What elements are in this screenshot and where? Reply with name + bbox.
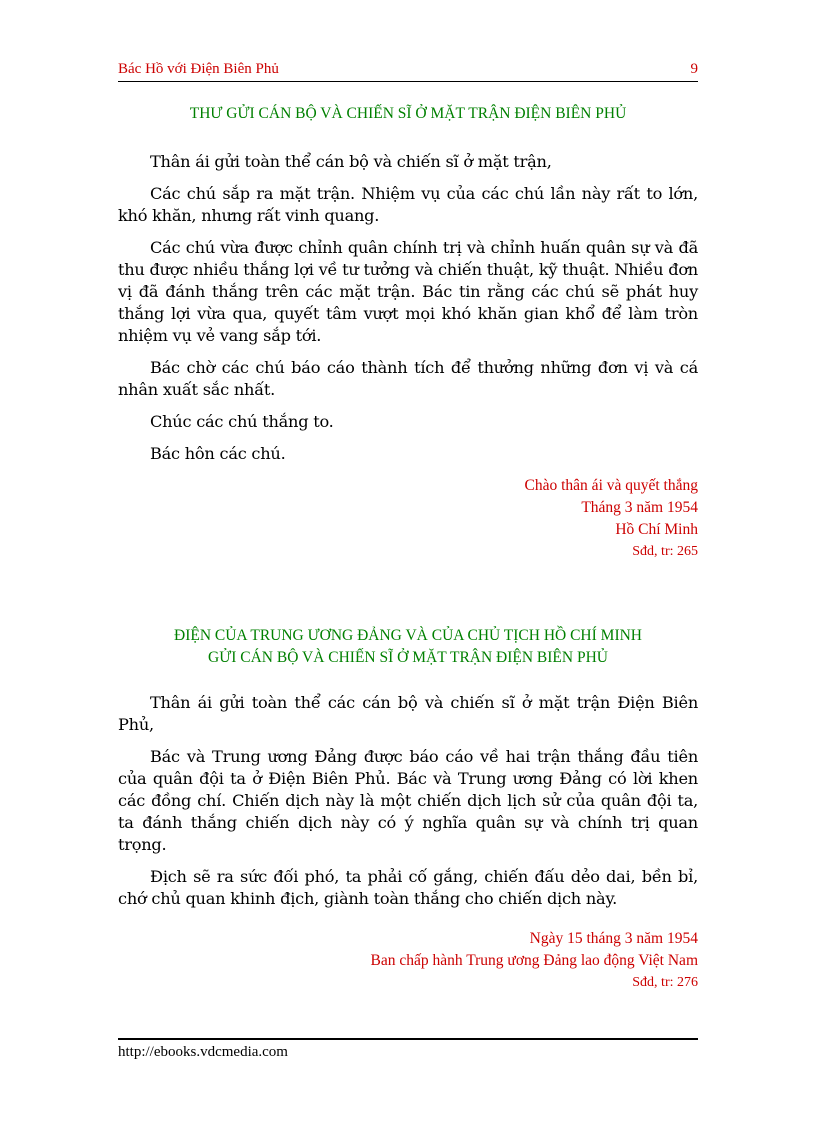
- book-title: Bác Hồ với Điện Biên Phủ: [118, 61, 279, 77]
- section2-title: [118, 625, 698, 669]
- section1-title: [118, 103, 698, 125]
- section1-paragraph: Bác hôn các chú.: [150, 444, 286, 463]
- section2-title-line2: GỬI CÁN BỘ VÀ CHIẾN SĨ Ở MẶT TRẬN ĐIỆN BIÊN PHỦ: [208, 649, 608, 666]
- section2-paragraph: Bác và Trung ương Đảng được báo cáo về hai trận thắng đầu tiên của quân đội ta ở Điện Biên Phủ. Bác và Trung ương Đảng có lời khen các đồng chí. Chiến dịch này là một chiến dịch lịch sử của quân đội ta, ta đánh thắng chiến dịch này có ý nghĩa quân sự và chính trị quan trọng.: [118, 747, 698, 854]
- footer-divider: [118, 1038, 698, 1040]
- section1-date: Tháng 3 năm 1954: [581, 499, 698, 516]
- section1-signature: [118, 475, 698, 563]
- section2-title-line1: ĐIỆN CỦA TRUNG ƯƠNG ĐẢNG VÀ CỦA CHỦ TỊCH HỒ CHÍ MINH: [174, 627, 642, 644]
- footer-link[interactable]: http://ebooks.vdcmedia.com: [118, 1044, 288, 1060]
- section2-paragraph: Địch sẽ ra sức đối phó, ta phải cố gắng, chiến đấu dẻo dai, bền bỉ, chớ chủ quan khinh địch, giành toàn thắng cho chiến dịch này.: [118, 867, 698, 908]
- section2-date: Ngày 15 tháng 3 năm 1954: [529, 930, 698, 947]
- section2-signature: [118, 928, 698, 994]
- section1-body: [118, 151, 698, 475]
- page-header: [118, 61, 698, 82]
- section1-title-text: THƯ GỬI CÁN BỘ VÀ CHIẾN SĨ Ở MẶT TRẬN ĐIỆN BIÊN PHỦ: [189, 105, 627, 122]
- section2-signer: Ban chấp hành Trung ương Đảng lao động Việt Nam: [370, 952, 698, 969]
- section1-paragraph: Bác chờ các chú báo cáo thành tích để thưởng những đơn vị và cá nhân xuất sắc nhất.: [118, 358, 698, 399]
- section1-paragraph: Các chú vừa được chỉnh quân chính trị và chỉnh huấn quân sự và đã thu được nhiều thắng lợi về tư tưởng và chiến thuật, kỹ thuật. Nhiều đơn vị đã đánh thắng trên các mặt trận. Bác tin rằng các chú sẽ phát huy thắng lợi vừa qua, quyết tâm vượt mọi khó khăn gian khổ để làm tròn nhiệm vụ vẻ vang sắp tới.: [118, 238, 698, 345]
- section1-paragraph: Chúc các chú thắng to.: [150, 412, 334, 431]
- section2-paragraph: Thân ái gửi toàn thể các cán bộ và chiến sĩ ở mặt trận Điện Biên Phủ,: [118, 693, 698, 734]
- section1-source: Sđd, tr: 265: [632, 544, 698, 559]
- page-number: 9: [690, 61, 698, 77]
- section1-closing: Chào thân ái và quyết thắng: [524, 477, 698, 494]
- section1-paragraph: Các chú sắp ra mặt trận. Nhiệm vụ của các chú lần này rất to lớn, khó khăn, nhưng rất vinh quang.: [118, 184, 698, 225]
- section2-body: [118, 692, 698, 920]
- section1-signer: Hồ Chí Minh: [615, 521, 698, 538]
- section2-source: Sđd, tr: 276: [632, 975, 698, 990]
- section1-paragraph: Thân ái gửi toàn thể cán bộ và chiến sĩ ở mặt trận,: [150, 152, 552, 171]
